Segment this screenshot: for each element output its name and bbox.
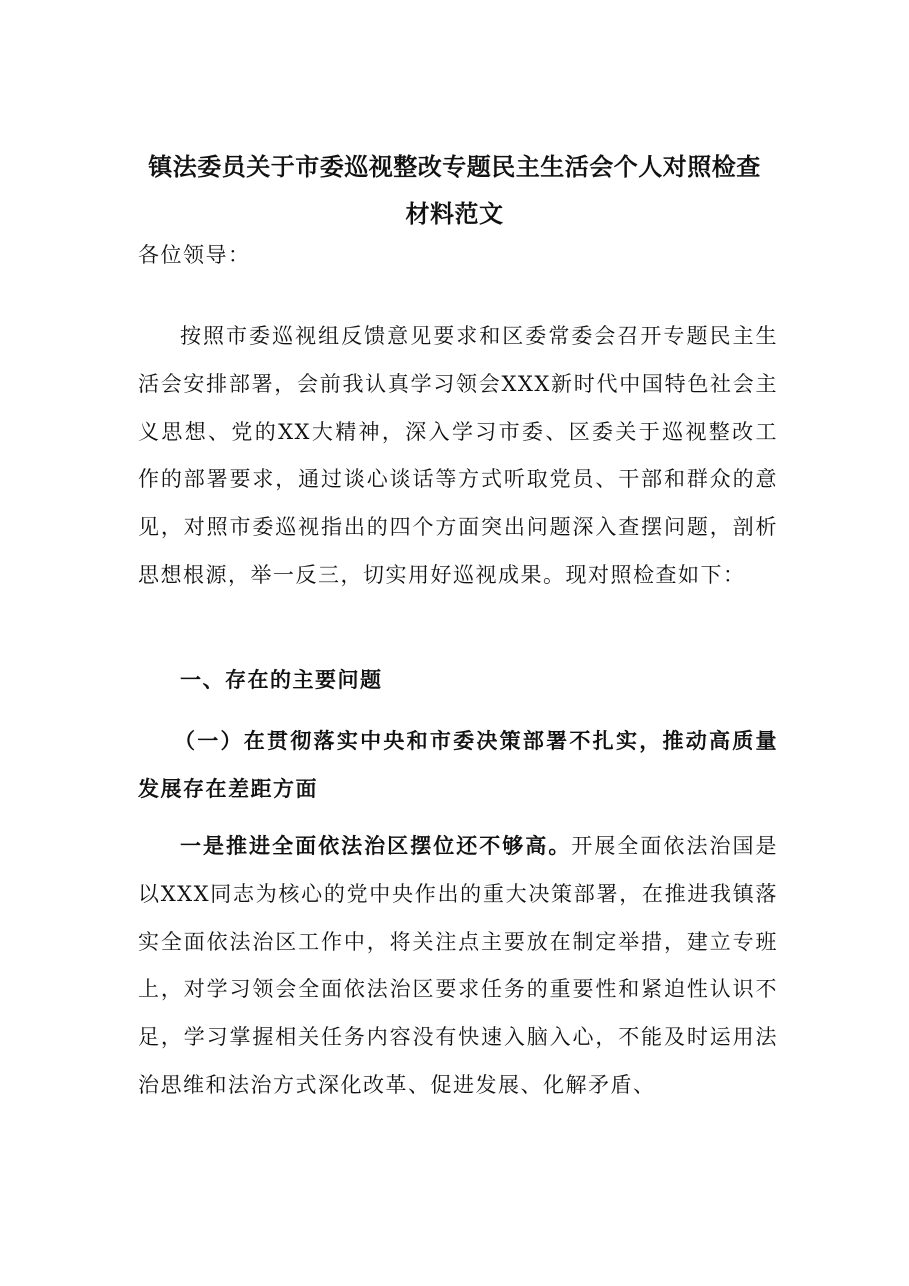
- document-title-line-1: 镇法委员关于市委巡视整改专题民主生活会个人对照检查: [148, 153, 761, 181]
- intro-paragraph: 按照市委巡视组反馈意见要求和区委常委会召开专题民主生活会安排部署，会前我认真学习领会XXX新时代中国特色社会主义思想、党的XX大精神，深入学习市委、区委关于巡视整改工作的部署要求，通过谈心谈话等方式听取党员、干部和群众的意见，对照市委巡视指出的四个方面突出问题深入查摆问题，剖析思想根源，举一反三，切实用好巡视成果。现对照检查如下：: [138, 324, 778, 587]
- section-heading: 一、存在的主要问题: [180, 668, 383, 692]
- point-lead: 一是推进全面依法治区摆位还不够高。: [180, 834, 572, 858]
- greeting: 各位领导：: [138, 243, 251, 267]
- document-title-line-2: 材料范文: [405, 200, 504, 228]
- body-paragraph: [138, 823, 778, 1110]
- subsection-heading: （一）在贯彻落实中央和市委决策部署不扎实，推动高质量发展存在差距方面: [138, 729, 778, 801]
- point-body: 开展全面依法治国是以XXX同志为核心的党中央作出的重大决策部署，在推进我镇落实全面依法治区工作中，将关注点主要放在制定举措，建立专班上，对学习领会全面依法治区要求任务的重要性和紧迫性认识不足，学习掌握相关任务内容没有快速入脑入心，不能及时运用法治思维和法治方式深化改革、促进发展、化解矛盾、: [138, 834, 779, 1097]
